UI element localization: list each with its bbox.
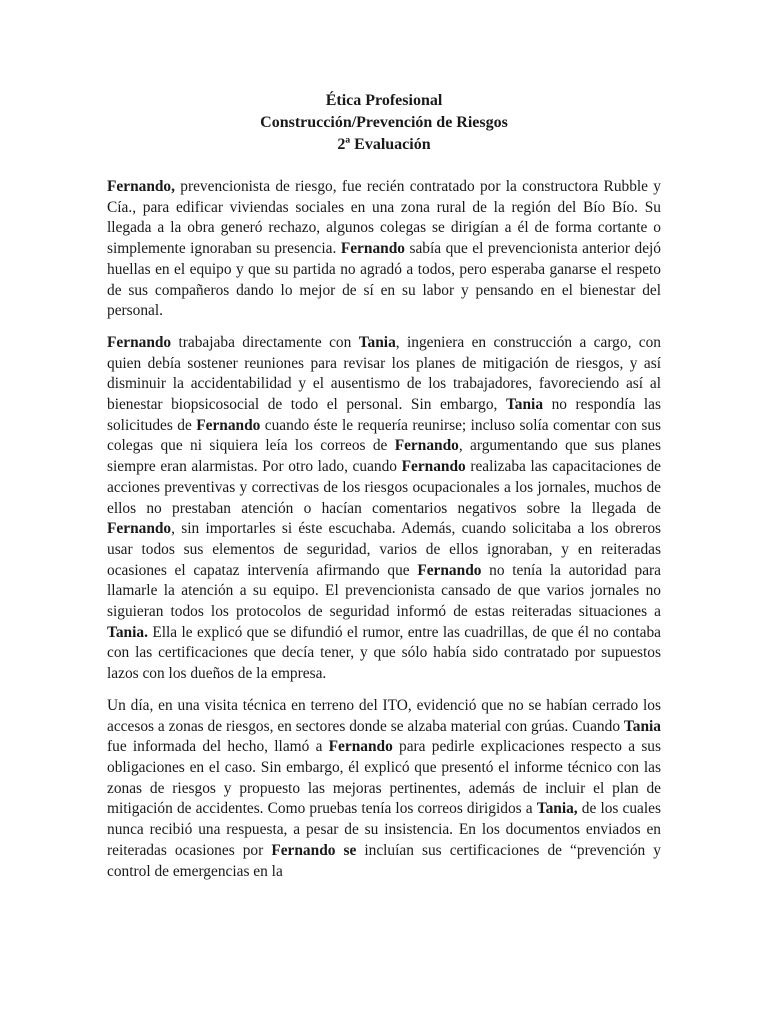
document-body: [107, 177, 661, 882]
text-run: , ingeniera en construcción a cargo, con quien debía sostener reuniones para revisar los planes de mitigación de riesgos, y así disminuir la accidentabilidad y el ausentismo de los trabajadores, favoreciendo así al bienestar biopsicosocial de todo el personal. Sin embargo,: [107, 333, 662, 414]
paragraph-1: [107, 177, 661, 322]
bold-text-run: Fernando: [328, 738, 393, 756]
text-run: sabía que el prevencionista anterior dejó huellas en el equipo y que su partida no agradó a todos, pero esperaba ganarse el respeto de sus compañeros dando lo mejor de sí en su labor y pensando en el bienestar del personal.: [107, 240, 662, 320]
bold-text-run: Fernando: [417, 561, 482, 579]
bold-text-run: Fernando: [107, 520, 172, 538]
bold-text-run: Fernando: [394, 437, 459, 455]
text-run: Un día, en una visita técnica en terreno del ITO, evidenció que no se habían cerrado los accesos a zonas de riesgos, en sectores donde se alzaba material con grúas. Cuando: [107, 696, 661, 735]
course-subtitle: Construcción/Prevención de Riesgos: [260, 114, 508, 131]
bold-text-run: Tania,: [536, 800, 578, 818]
text-run: no respondía las solicitudes de: [107, 396, 661, 434]
text-run: realizaba las capacitaciones de acciones preventivas y correctivas de los riesgos ocupacionales a los jornales, muchos de ellos no prestaban atención o hacían comentarios negativos sobre la llegada de: [107, 458, 661, 517]
bold-text-run: Fernando se: [271, 841, 357, 859]
bold-text-run: Fernando: [340, 240, 405, 258]
text-run: trabajaba directamente con: [171, 333, 359, 351]
text-run: no tenía la autoridad para llamarle la atención a su equipo. El prevencionista cansado de que varios jornales no siguieran todos los protocolos de seguridad informó de estas reiteradas situaciones a: [107, 561, 661, 621]
text-run: , sin importarles si éste escuchaba. Además, cuando solicitaba a los obreros usar todos sus elementos de seguridad, varios de ellos ignoraban, y en reiteradas ocasiones el capataz intervenía afirmando que: [107, 520, 661, 579]
text-run: Ella le explicó que se difundió el rumor, entre las cuadrillas, de que él no contaba con las certificaciones que decía tener, y que sólo había sido contratado por supuestos lazos con los dueños de la empresa.: [107, 623, 661, 683]
text-run: prevencionista de riesgo, fue recién contratado por la constructora Rubble y Cía., para edificar viviendas sociales en una zona rural de la región del Bío Bío. Su llegada a la obra generó rechazo, algunos colegas se dirigían a él de forma cortante o simplemente ignoraban su presencia.: [107, 178, 661, 258]
evaluation-title: 2ª Evaluación: [337, 136, 431, 153]
bold-text-run: Fernando: [107, 333, 172, 351]
bold-text-run: Tania.: [107, 623, 148, 641]
paragraph-3: [107, 696, 661, 882]
text-run: para pedirle explicaciones respecto a sus obligaciones en el caso. Sin embargo, él explicó que presentó el informe técnico con las zonas de riesgos y propuesto las mejoras pertinentes, además de incluir el plan de mitigación de accidentes. Como pruebas tenía los correos dirigidos a: [107, 738, 661, 818]
text-run: fue informada del hecho, llamó a: [107, 738, 329, 756]
bold-text-run: Fernando: [401, 458, 466, 476]
bold-text-run: Fernando: [196, 416, 261, 434]
document-header: [0, 90, 768, 156]
bold-text-run: Tania: [358, 333, 396, 351]
bold-text-run: Tania: [505, 396, 544, 414]
text-run: de los cuales nunca recibió una respuesta, a pesar de su insistencia. En los documentos enviados en reiteradas ocasiones por: [107, 800, 661, 859]
text-run: cuando éste le requería reunirse; incluso solía comentar con sus colegas que ni siquiera leía los correos de: [107, 416, 662, 455]
text-run: incluían sus certificaciones de “prevención y control de emergencias en la: [107, 841, 661, 880]
paragraph-2: [107, 333, 661, 685]
bold-text-run: Tania: [623, 717, 661, 735]
bold-text-run: Fernando,: [107, 178, 175, 195]
course-title: Ética Profesional: [325, 92, 443, 109]
text-run: , argumentando que sus planes siempre eran alarmistas. Por otro lado, cuando: [107, 437, 661, 476]
